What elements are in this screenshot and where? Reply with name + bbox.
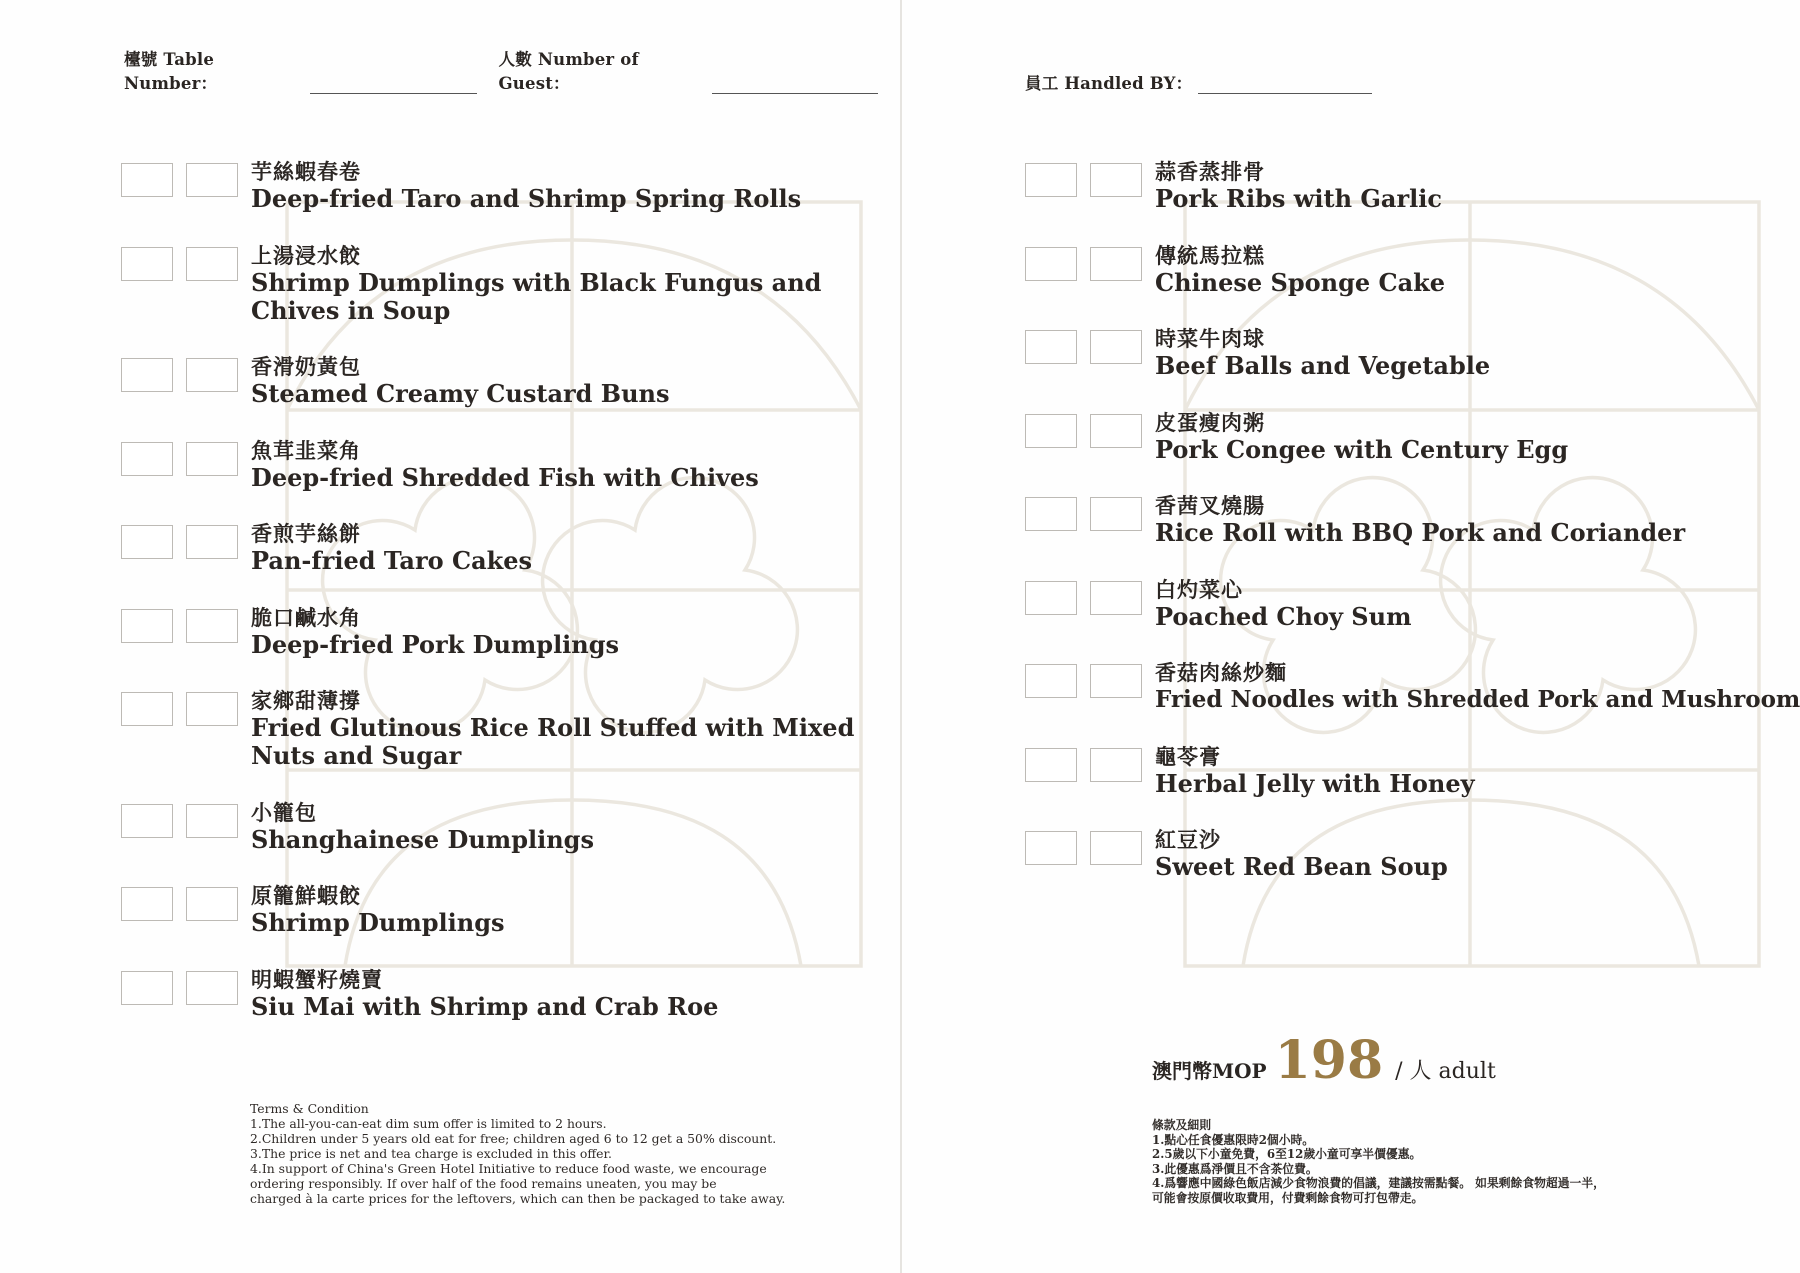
- terms-line: charged à la carte prices for the leftovers, which can then be packaged to take away.: [250, 1191, 786, 1206]
- terms-and-conditions-zh: [1152, 1118, 1792, 1205]
- table-number-field: [124, 46, 477, 94]
- quantity-checkbox[interactable]: [121, 804, 173, 838]
- terms-title: Terms & Condition: [250, 1101, 369, 1116]
- quantity-checkbox[interactable]: [1090, 330, 1142, 364]
- menu-item-text: [1155, 660, 1800, 714]
- quantity-checkbox[interactable]: [121, 525, 173, 559]
- quantity-checkbox[interactable]: [186, 971, 238, 1005]
- quantity-checkbox[interactable]: [121, 609, 173, 643]
- quantity-checkbox[interactable]: [186, 163, 238, 197]
- menu-item-name-en: Pork Ribs with Garlic: [1155, 184, 1442, 213]
- quantity-checkbox[interactable]: [1090, 831, 1142, 865]
- price-unit: / 人 adult: [1395, 1059, 1496, 1084]
- quantity-checkbox[interactable]: [186, 525, 238, 559]
- terms-line: 4.In support of China's Green Hotel Initiative to reduce food waste, we encourage: [250, 1161, 767, 1176]
- terms-line: 4.爲響應中國綠色飯店減少食物浪費的倡議，建議按需點餐。 如果剩餘食物超過一半，: [1152, 1176, 1605, 1190]
- menu-item-name-en: Deep-fried Shredded Fish with Chives: [251, 462, 759, 492]
- menu-item-text: [251, 883, 891, 937]
- quantity-checkbox[interactable]: [1090, 748, 1142, 782]
- quantity-checkbox[interactable]: [186, 358, 238, 392]
- quantity-checkbox[interactable]: [1025, 748, 1077, 782]
- quantity-checkbox[interactable]: [1090, 497, 1142, 531]
- guest-number-blank[interactable]: [712, 73, 878, 94]
- quantity-checkbox[interactable]: [1025, 330, 1077, 364]
- menu-item-name-zh: 蒜香蒸排骨: [1155, 159, 1265, 184]
- menu-item-text: [251, 438, 891, 492]
- menu-item-text: [251, 800, 891, 854]
- menu-item-name-en: Pan-fried Taro Cakes: [251, 546, 533, 575]
- terms-line: 3.The price is net and tea charge is excluded in this offer.: [250, 1146, 612, 1161]
- menu-item-text: [1155, 744, 1795, 798]
- menu-item-name-en: Rice Roll with BBQ Pork and Coriander: [1155, 518, 1686, 547]
- price-amount: 198: [1274, 1030, 1384, 1091]
- menu-item-name-zh: 芋絲蝦春卷: [251, 159, 361, 184]
- menu-item-text: [251, 521, 891, 575]
- quantity-checkbox[interactable]: [121, 358, 173, 392]
- quantity-checkbox[interactable]: [1090, 247, 1142, 281]
- quantity-checkbox[interactable]: [121, 692, 173, 726]
- quantity-checkbox[interactable]: [1090, 664, 1142, 698]
- quantity-checkbox[interactable]: [186, 804, 238, 838]
- menu-item-name-zh: 香菇肉絲炒麵: [1155, 660, 1287, 685]
- quantity-checkbox[interactable]: [1090, 581, 1142, 615]
- price-currency: 澳門幣MOP: [1152, 1059, 1267, 1083]
- menu-item-name-zh: 白灼菜心: [1155, 576, 1243, 602]
- order-header: [1025, 66, 1394, 94]
- terms-line: 3.此優惠爲淨價且不含茶位費。: [1152, 1161, 1318, 1176]
- menu-item-name-en: Shrimp Dumplings: [251, 908, 505, 937]
- menu-item-name-en: Chinese Sponge Cake: [1155, 267, 1446, 297]
- menu-item-name-en: Herbal Jelly with Honey: [1155, 768, 1475, 798]
- menu-item-text: [251, 967, 891, 1021]
- menu-item-text: [251, 243, 891, 325]
- menu-item-text: [251, 159, 891, 213]
- quantity-checkbox[interactable]: [186, 692, 238, 726]
- handled-by-field: [1025, 70, 1372, 94]
- menu-item-name-zh: 原籠鮮蝦餃: [251, 883, 361, 908]
- terms-line: 2.5歲以下小童免費，6至12歲小童可享半價優惠。: [1152, 1147, 1422, 1161]
- menu-item-name-zh: 龜苓膏: [1155, 743, 1221, 769]
- menu-item-text: [251, 688, 891, 770]
- menu-item-name-zh: 上湯浸水餃: [251, 242, 361, 268]
- terms-title: 條款及細則: [1152, 1118, 1211, 1132]
- quantity-checkbox[interactable]: [186, 609, 238, 643]
- terms-and-conditions-en: [250, 1101, 890, 1206]
- menu-item-name-zh: 香煎芋絲餅: [251, 521, 361, 546]
- menu-item-name-zh: 明蝦蟹籽燒賣: [251, 966, 383, 992]
- page-spine: [900, 0, 902, 1273]
- quantity-checkbox[interactable]: [1025, 581, 1077, 615]
- menu-item-text: [1155, 493, 1795, 547]
- menu-item-name-en: Sweet Red Bean Soup: [1155, 852, 1448, 881]
- menu-item-name-zh: 時菜牛肉球: [1155, 326, 1265, 351]
- menu-item-text: [251, 605, 891, 659]
- menu-item-name-en: Pork Congee with Century Egg: [1155, 434, 1569, 464]
- terms-line: 可能會按原價收取費用，付費剩餘食物可打包帶走。: [1152, 1190, 1424, 1205]
- menu-item-name-zh: 小籠包: [251, 799, 317, 825]
- menu-item-name-en: Shrimp Dumplings with Black Fungus and Chives in Soup: [251, 267, 822, 325]
- menu-item-name-zh: 傳統馬拉糕: [1155, 242, 1265, 268]
- terms-line: 2.Children under 5 years old eat for free; children aged 6 to 12 get a 50% discount.: [250, 1131, 777, 1146]
- menu-item-name-en: Siu Mai with Shrimp and Crab Roe: [251, 991, 719, 1021]
- menu-item-text: [1155, 827, 1795, 881]
- quantity-checkbox[interactable]: [121, 442, 173, 476]
- quantity-checkbox[interactable]: [1025, 414, 1077, 448]
- menu-item-name-en: Deep-fried Pork Dumplings: [251, 629, 620, 659]
- menu-item-name-en: Deep-fried Taro and Shrimp Spring Rolls: [251, 184, 802, 213]
- terms-line: 1.點心任食優惠限時2個小時。: [1152, 1132, 1315, 1147]
- quantity-checkbox[interactable]: [121, 163, 173, 197]
- menu-item-name-zh: 皮蛋瘦肉粥: [1155, 409, 1265, 435]
- order-header: [124, 50, 900, 94]
- menu-item-name-en: Fried Noodles with Shredded Pork and Mushroom: [1155, 686, 1800, 713]
- quantity-checkbox[interactable]: [121, 247, 173, 281]
- quantity-checkbox[interactable]: [1025, 497, 1077, 531]
- menu-item-name-zh: 紅豆沙: [1155, 827, 1221, 852]
- table-number-label: 檯號 Table Number：: [124, 50, 218, 93]
- guest-number-label: 人數 Number of Guest：: [498, 50, 639, 93]
- price-line: [1152, 1030, 1496, 1100]
- quantity-checkbox[interactable]: [121, 971, 173, 1005]
- quantity-checkbox[interactable]: [186, 442, 238, 476]
- quantity-checkbox[interactable]: [121, 887, 173, 921]
- quantity-checkbox[interactable]: [1090, 414, 1142, 448]
- table-number-blank[interactable]: [310, 73, 476, 94]
- quantity-checkbox[interactable]: [1025, 831, 1077, 865]
- menu-item-name-en: Steamed Creamy Custard Buns: [251, 379, 670, 408]
- menu-item-name-en: Shanghainese Dumplings: [251, 824, 594, 854]
- menu-item-name-zh: 脆口鹹水角: [251, 604, 361, 630]
- quantity-checkbox[interactable]: [1025, 163, 1077, 197]
- menu-item-text: [251, 354, 891, 408]
- handled-by-label: 員工 Handled BY：: [1025, 74, 1193, 93]
- menu-item-text: [1155, 410, 1795, 464]
- menu-item-text: [1155, 577, 1795, 631]
- menu-item-name-en: Poached Choy Sum: [1155, 601, 1412, 631]
- menu-item-name-zh: 香滑奶黃包: [251, 354, 361, 379]
- menu-item-name-en: Fried Glutinous Rice Roll Stuffed with Mixed Nuts and Sugar: [251, 713, 855, 770]
- menu-item-text: [1155, 159, 1795, 213]
- quantity-checkbox[interactable]: [1090, 163, 1142, 197]
- menu-item-name-zh: 家鄉甜薄撐: [251, 688, 361, 713]
- quantity-checkbox[interactable]: [1025, 664, 1077, 698]
- menu-item-name-en: Beef Balls and Vegetable: [1155, 351, 1491, 380]
- quantity-checkbox[interactable]: [1025, 247, 1077, 281]
- terms-line: ordering responsibly. If over half of the food remains uneaten, you may be: [250, 1176, 717, 1191]
- handled-by-blank[interactable]: [1198, 73, 1372, 94]
- quantity-checkbox[interactable]: [186, 247, 238, 281]
- quantity-checkbox[interactable]: [186, 887, 238, 921]
- menu-item-text: [1155, 326, 1795, 380]
- guest-number-field: [499, 46, 878, 94]
- menu-item-name-zh: 香茜叉燒腸: [1155, 493, 1265, 518]
- menu-item-name-zh: 魚茸韭菜角: [251, 437, 361, 463]
- menu-item-text: [1155, 243, 1795, 297]
- terms-line: 1.The all-you-can-eat dim sum offer is limited to 2 hours.: [250, 1116, 607, 1131]
